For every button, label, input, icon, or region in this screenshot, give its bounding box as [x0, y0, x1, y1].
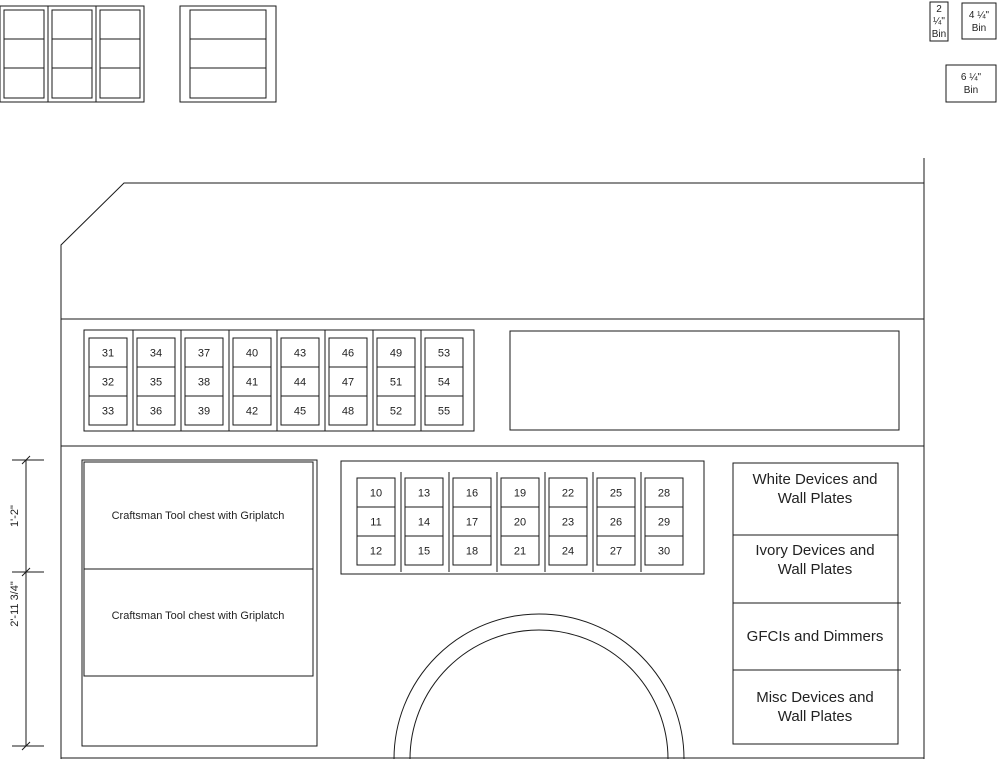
- bin-legend-4-line1: 4 ¼": [968, 10, 990, 21]
- upper-rack-bin-number: 41: [245, 376, 259, 389]
- upper-rack-bin-number: 44: [293, 376, 307, 389]
- lower-rack-bin-number: 17: [465, 516, 479, 529]
- lower-rack-bin-number: 18: [465, 545, 479, 558]
- upper-rack-bin-number: 39: [197, 405, 211, 418]
- lower-rack-bin-number: 24: [561, 545, 575, 558]
- upper-rack-bin-number: 40: [245, 347, 259, 360]
- upper-rack-bin-number: 37: [197, 347, 211, 360]
- lower-rack-bin-number: 19: [513, 487, 527, 500]
- lower-rack-bin-number: 23: [561, 516, 575, 529]
- bin-legend-2-line1: 2: [936, 4, 942, 15]
- lower-bin-rack: [341, 461, 704, 574]
- upper-rack-bin-number: 49: [389, 347, 403, 360]
- device-shelf-2-line1: Ivory Devices and: [755, 542, 875, 559]
- tool-chest-upper-label: Craftsman Tool chest with Griplatch: [111, 509, 285, 522]
- upper-rack-bin-number: 43: [293, 347, 307, 360]
- bin-legend-6: [946, 65, 996, 102]
- upper-rack-bin-number: 51: [389, 376, 403, 389]
- upper-rack-bin-number: 34: [149, 347, 163, 360]
- lower-rack-bin-number: 27: [609, 545, 623, 558]
- lower-rack-bin-number: 15: [417, 545, 431, 558]
- device-shelf-4-line2: Wall Plates: [777, 708, 853, 725]
- bin-legend-2: [930, 2, 948, 41]
- bin-legend-6-line1: 6 ¼": [960, 72, 982, 83]
- upper-rack-bin-number: 55: [437, 405, 451, 418]
- lower-rack-bin-number: 26: [609, 516, 623, 529]
- upper-bin-rack: [84, 330, 474, 431]
- upper-rack-bin-number: 46: [341, 347, 355, 360]
- upper-rack-bin-number: 42: [245, 405, 259, 418]
- lower-rack-bin-number: 20: [513, 516, 527, 529]
- upper-rack-bin-number: 31: [101, 347, 115, 360]
- lower-rack-bin-number: 29: [657, 516, 671, 529]
- upper-rack-bin-number: 54: [437, 376, 451, 389]
- device-shelf-3-line1: GFCIs and Dimmers: [746, 628, 884, 645]
- lower-rack-bin-number: 25: [609, 487, 623, 500]
- lower-rack-bin-number: 11: [370, 516, 382, 529]
- lower-rack-bin-number: 22: [561, 487, 575, 500]
- upper-rack-bin-number: 32: [101, 376, 115, 389]
- wheel-well: [394, 614, 684, 759]
- upper-rack-bin-number: 35: [149, 376, 163, 389]
- lower-rack-bin-number: 10: [369, 487, 383, 500]
- bin-legend-4: [962, 3, 996, 39]
- lower-rack-bin-number: 28: [657, 487, 671, 500]
- upper-rack-bin-number: 53: [437, 347, 451, 360]
- upper-rack-bin-number: 36: [149, 405, 163, 418]
- device-shelves: [733, 463, 901, 744]
- upper-rack-bin-number: 45: [293, 405, 307, 418]
- tool-chest-cabinet: [82, 460, 317, 746]
- sample-rack-three-column: [0, 6, 144, 102]
- bin-legend-2-line3: Bin: [931, 29, 947, 40]
- device-shelf-1-line1: White Devices and: [752, 471, 878, 488]
- upper-rack-bin-number: 47: [341, 376, 355, 389]
- lower-rack-bin-number: 13: [417, 487, 431, 500]
- device-shelf-4-line1: Misc Devices and: [756, 689, 874, 706]
- upper-rack-bin-number: 52: [389, 405, 403, 418]
- device-shelf-1-line2: Wall Plates: [777, 490, 853, 507]
- bin-legend-4-line2: Bin: [971, 23, 987, 34]
- upper-rack-bin-number: 38: [197, 376, 211, 389]
- lower-rack-bin-number: 12: [369, 545, 383, 558]
- tool-chest-lower-label: Craftsman Tool chest with Griplatch: [111, 609, 285, 622]
- upper-shelf-panel: [510, 331, 899, 430]
- dimension-lines: [9, 456, 44, 750]
- dimension-upper-label: 1'-2": [9, 505, 21, 527]
- sample-rack-wide: [180, 6, 276, 102]
- dimension-lower-label: 2'-11 3/4": [9, 581, 21, 627]
- lower-rack-bin-number: 30: [657, 545, 671, 558]
- lower-rack-bin-number: 14: [417, 516, 431, 529]
- upper-rack-bin-number: 33: [101, 405, 115, 418]
- bin-legend-2-line2: ¼": [933, 16, 945, 27]
- bin-legend-6-line2: Bin: [963, 85, 979, 96]
- lower-rack-bin-number: 16: [465, 487, 479, 500]
- lower-rack-bin-number: 21: [513, 545, 527, 558]
- upper-rack-bin-number: 48: [341, 405, 355, 418]
- van-body-outline: [61, 158, 924, 759]
- device-shelf-2-line2: Wall Plates: [777, 561, 853, 578]
